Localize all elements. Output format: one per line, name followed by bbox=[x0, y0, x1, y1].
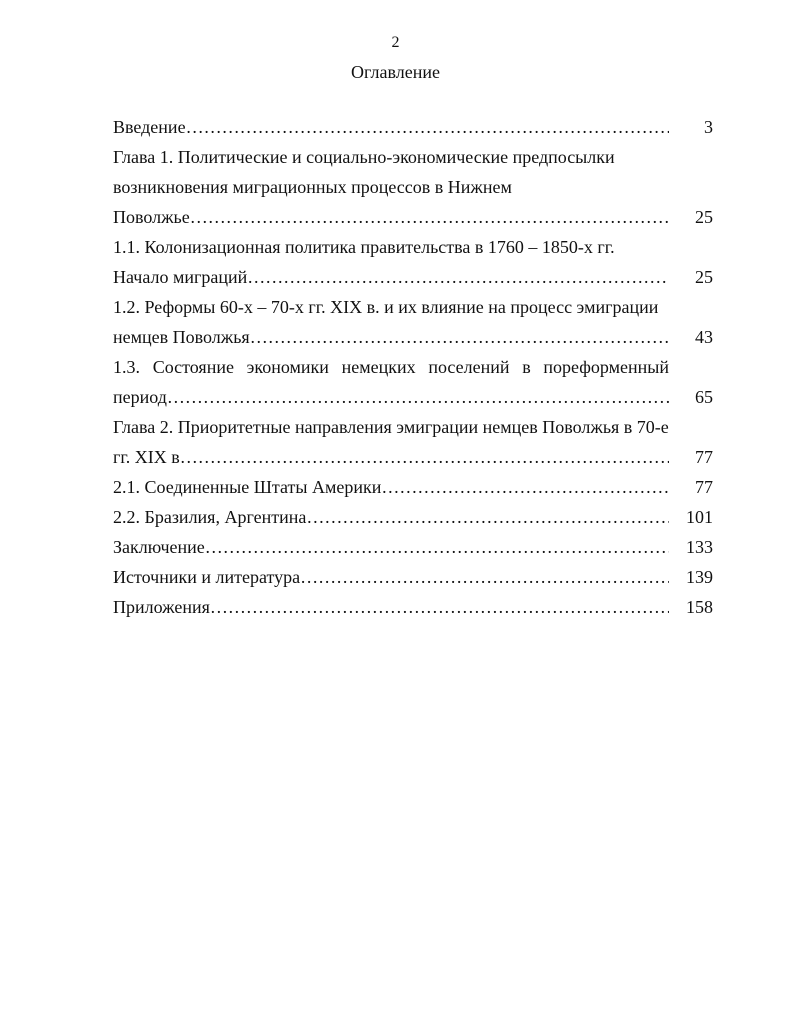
dot-leader bbox=[250, 322, 669, 352]
toc-entry-conclusion bbox=[113, 532, 713, 562]
toc-entry-title: Начало миграций bbox=[113, 267, 248, 287]
toc-entry-text bbox=[113, 352, 669, 412]
dot-leader bbox=[247, 262, 669, 292]
toc-page-number: 25 bbox=[695, 207, 713, 227]
toc-entry-leader-line bbox=[113, 502, 669, 532]
toc-entry-leader-line bbox=[113, 112, 669, 142]
toc-entry-text bbox=[113, 142, 669, 232]
toc-entry-title: Приложения bbox=[113, 597, 210, 617]
dot-leader bbox=[186, 112, 669, 142]
toc-page-number: 3 bbox=[704, 117, 713, 137]
toc-page-number: 133 bbox=[686, 537, 713, 557]
dot-leader bbox=[190, 202, 669, 232]
toc-entry-text bbox=[113, 472, 669, 502]
toc-entry-title: Поволжье bbox=[113, 207, 190, 227]
toc-entry-title: немцев Поволжья bbox=[113, 327, 250, 347]
toc-entry-title-line: 1.1. Колонизационная политика правительства в 1760 – 1850-х гг. bbox=[113, 237, 615, 257]
toc-entry-title: 2.2. Бразилия, Аргентина bbox=[113, 507, 307, 527]
toc-entry-leader-line bbox=[113, 562, 669, 592]
dot-leader bbox=[205, 532, 669, 562]
toc-page-number: 77 bbox=[695, 447, 713, 467]
toc-page-number: 25 bbox=[695, 267, 713, 287]
dot-leader bbox=[381, 472, 669, 502]
page-number: 2 bbox=[391, 34, 400, 51]
toc-entry-title-line: Глава 2. Приоритетные направления эмиграции немцев Поволжья в 70-е bbox=[113, 417, 669, 437]
toc-entry-title: гг. XIX в bbox=[113, 447, 180, 467]
toc-entry-title-line: 1.2. Реформы 60-х – 70-х гг. XIX в. и их влияние на процесс эмиграции bbox=[113, 297, 659, 317]
toc-entry-section-1-2 bbox=[113, 292, 713, 352]
dot-leader bbox=[300, 562, 669, 592]
toc-entry-leader-line bbox=[113, 442, 669, 472]
toc-entry-introduction bbox=[113, 112, 713, 142]
table-of-contents bbox=[113, 112, 713, 622]
toc-entry-leader-line bbox=[113, 592, 669, 622]
toc-entry-title-line: Глава 1. Политические и социально-экономические предпосылки bbox=[113, 147, 615, 167]
toc-entry-sources bbox=[113, 562, 713, 592]
toc-entry-section-1-1 bbox=[113, 232, 713, 292]
toc-entry-text bbox=[113, 112, 669, 142]
toc-entry-title-line: возникновения миграционных процессов в Нижнем bbox=[113, 177, 512, 197]
toc-entry-leader-line bbox=[113, 322, 669, 352]
toc-entry-title: 2.1. Соединенные Штаты Америки bbox=[113, 477, 382, 497]
toc-entry-text bbox=[113, 292, 669, 352]
toc-entry-section-1-3 bbox=[113, 352, 713, 412]
toc-entry-leader-line bbox=[113, 472, 669, 502]
dot-leader bbox=[167, 382, 669, 412]
dot-leader bbox=[210, 592, 669, 622]
toc-entry-section-2-1 bbox=[113, 472, 713, 502]
toc-entry-text bbox=[113, 232, 669, 292]
toc-entry-text bbox=[113, 562, 669, 592]
toc-entry-chapter-2 bbox=[113, 412, 713, 472]
toc-entry-text bbox=[113, 502, 669, 532]
toc-page-number: 158 bbox=[686, 597, 713, 617]
page-title: Оглавление bbox=[351, 62, 440, 82]
toc-entry-text bbox=[113, 532, 669, 562]
toc-entry-title: Заключение bbox=[113, 537, 205, 557]
toc-entry-leader-line bbox=[113, 382, 669, 412]
toc-page-number: 43 bbox=[695, 327, 713, 347]
dot-leader bbox=[180, 442, 669, 472]
toc-entry-section-2-2 bbox=[113, 502, 713, 532]
toc-entry-title: Источники и литература bbox=[113, 567, 301, 587]
toc-entry-text bbox=[113, 412, 669, 472]
toc-entry-appendices bbox=[113, 592, 713, 622]
toc-page-number: 65 bbox=[695, 387, 713, 407]
toc-entry-chapter-1 bbox=[113, 142, 713, 232]
toc-entry-title-line: 1.3. Состояние экономики немецких поселений в пореформенный bbox=[113, 357, 669, 377]
toc-page-number: 139 bbox=[686, 567, 713, 587]
toc-entry-leader-line bbox=[113, 262, 669, 292]
toc-entry-title: период bbox=[113, 387, 167, 407]
dot-leader bbox=[306, 502, 669, 532]
toc-entry-text bbox=[113, 592, 669, 622]
toc-entry-leader-line bbox=[113, 532, 669, 562]
toc-page-number: 77 bbox=[695, 477, 713, 497]
toc-entry-title: Введение bbox=[113, 117, 186, 137]
toc-page-number: 101 bbox=[686, 507, 713, 527]
toc-entry-leader-line bbox=[113, 202, 669, 232]
